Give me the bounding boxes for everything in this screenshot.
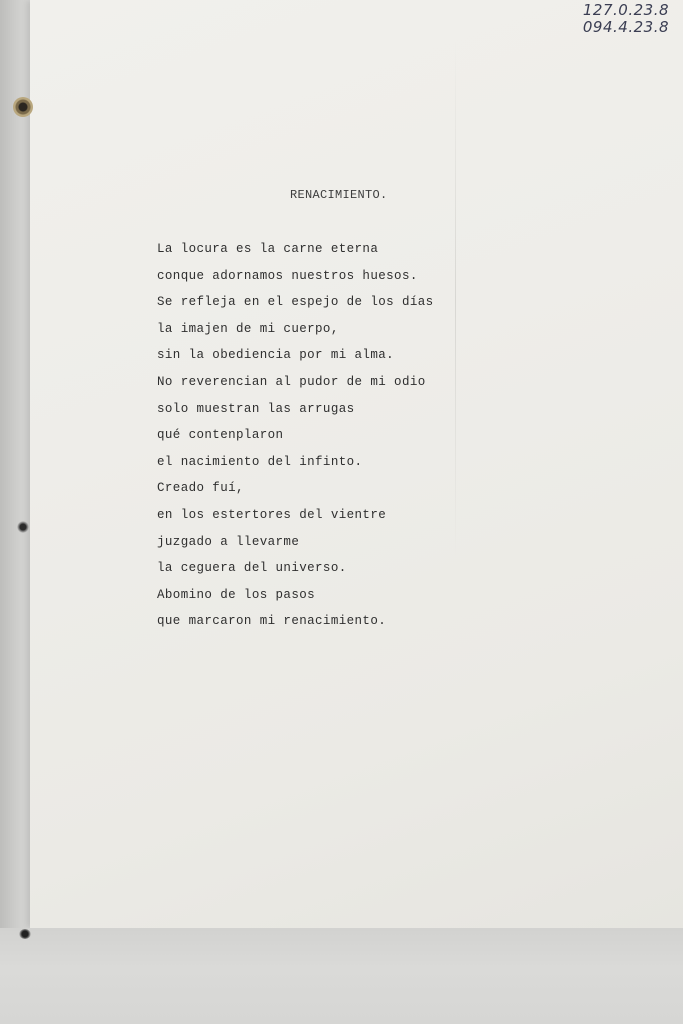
poem-line: el nacimiento del infinto. <box>157 454 363 469</box>
poem-line: juzgado a llevarme <box>157 534 300 549</box>
poem-title: RENACIMIENTO. <box>290 188 388 202</box>
poem-line: No reverencian al pudor de mi odio <box>157 374 426 389</box>
poem-line: qué contenplaron <box>157 428 284 443</box>
catalog-number-line: 127.0.23.8 <box>582 1 669 19</box>
poem-line: solo muestran las arrugas <box>157 401 355 416</box>
poem-body <box>157 241 434 640</box>
poem-line: la imajen de mi cuerpo, <box>157 321 339 336</box>
paper-crease <box>455 40 456 560</box>
background-strip <box>0 0 30 928</box>
poem-line: en los estertores del vientre <box>157 507 387 522</box>
poem-line: La locura es la carne eterna <box>157 242 379 256</box>
poem-line: la ceguera del universo. <box>157 561 347 576</box>
poem-line: Se refleja en el espejo de los días <box>157 295 434 310</box>
poem-line: Creado fuí, <box>157 481 244 496</box>
poem-line: conque adornamos nuestros huesos. <box>157 268 418 283</box>
background-lower <box>0 928 683 1024</box>
poem-line: que marcaron mi renacimiento. <box>157 614 387 629</box>
poem-line: Abomino de los pasos <box>157 587 316 602</box>
catalog-number <box>583 2 669 36</box>
punch-hole-bottom <box>19 929 31 939</box>
punch-hole-top <box>13 97 33 117</box>
punch-hole-middle <box>17 521 29 533</box>
poem-line: sin la obediencia por mi alma. <box>157 348 395 363</box>
catalog-number-line: 094.4.23.8 <box>582 18 669 36</box>
